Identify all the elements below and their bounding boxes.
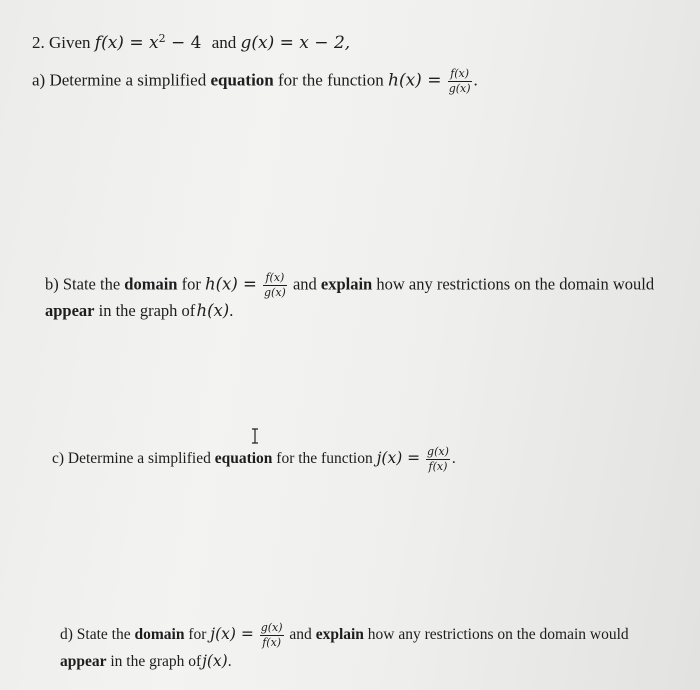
part-b-line-2 xyxy=(45,300,233,322)
part-a-lhs: h(x) = xyxy=(388,70,442,91)
part-d xyxy=(60,622,629,649)
f-definition: $f(x) = x^2 - 4$ xyxy=(94,32,202,53)
part-d-and: and xyxy=(289,626,312,644)
text-cursor-icon xyxy=(250,428,260,444)
part-d-text-5: in the graph of xyxy=(110,653,202,670)
part-c-text-2: for the function xyxy=(276,450,373,468)
part-c-bold-equation: equation xyxy=(214,450,273,468)
given-word: Given xyxy=(49,33,91,52)
part-d-fraction: $\frac{g(x)}{f(x)}$ xyxy=(260,621,283,649)
part-b-bold-domain: domain xyxy=(124,274,178,294)
part-d-text: State the xyxy=(76,626,131,644)
question-header xyxy=(32,28,350,54)
part-a-label: a) xyxy=(32,70,46,90)
part-b-bold-explain: explain xyxy=(320,274,373,294)
part-c-fraction: $\frac{g(x)}{f(x)}$ xyxy=(427,445,449,473)
part-b-label: b) xyxy=(45,274,59,294)
part-a-text: Determine a simplified xyxy=(49,70,207,90)
g-definition: g(x) = x − 2, xyxy=(240,33,351,53)
part-c xyxy=(52,446,456,473)
part-d-period: . xyxy=(227,653,232,670)
part-b-text-2: for xyxy=(181,274,201,294)
part-a-fraction: $\frac{f(x)}{g(x)}$ xyxy=(448,67,471,95)
part-b-text-5: in the graph of xyxy=(98,301,196,320)
part-c-label: c) xyxy=(52,450,65,468)
part-d-bold-explain: explain xyxy=(315,626,364,644)
part-b-bold-appear: appear xyxy=(45,301,95,320)
part-b-text-4: how any restrictions on the domain would xyxy=(376,274,655,294)
part-d-bold-appear: appear xyxy=(60,653,107,670)
question-number: 2. xyxy=(32,33,45,52)
part-b-fraction: $\frac{f(x)}{g(x)}$ xyxy=(263,271,286,299)
part-b-lhs: h(x) = xyxy=(204,274,257,294)
part-b xyxy=(45,272,654,299)
part-b-and: and xyxy=(292,274,317,294)
part-a-period: . xyxy=(473,70,478,90)
part-d-text-2: for xyxy=(188,626,207,644)
part-c-period: . xyxy=(451,450,456,468)
part-a xyxy=(32,68,478,95)
part-d-func: j(x) xyxy=(202,652,228,670)
part-c-lhs: j(x) = xyxy=(376,449,421,468)
part-b-func: h(x) xyxy=(196,301,230,320)
part-d-text-4: how any restrictions on the domain would xyxy=(367,626,629,644)
and-word: and xyxy=(211,33,237,52)
part-d-line-2 xyxy=(60,650,232,673)
part-c-text: Determine a simplified xyxy=(67,450,211,468)
part-d-bold-domain: domain xyxy=(134,626,185,644)
part-b-period: . xyxy=(229,301,234,320)
part-d-label: d) xyxy=(60,626,73,644)
part-a-text-2: for the function xyxy=(278,70,384,90)
part-b-text: State the xyxy=(62,274,121,294)
part-d-lhs: j(x) = xyxy=(210,625,254,644)
part-a-bold-equation: equation xyxy=(210,70,274,90)
